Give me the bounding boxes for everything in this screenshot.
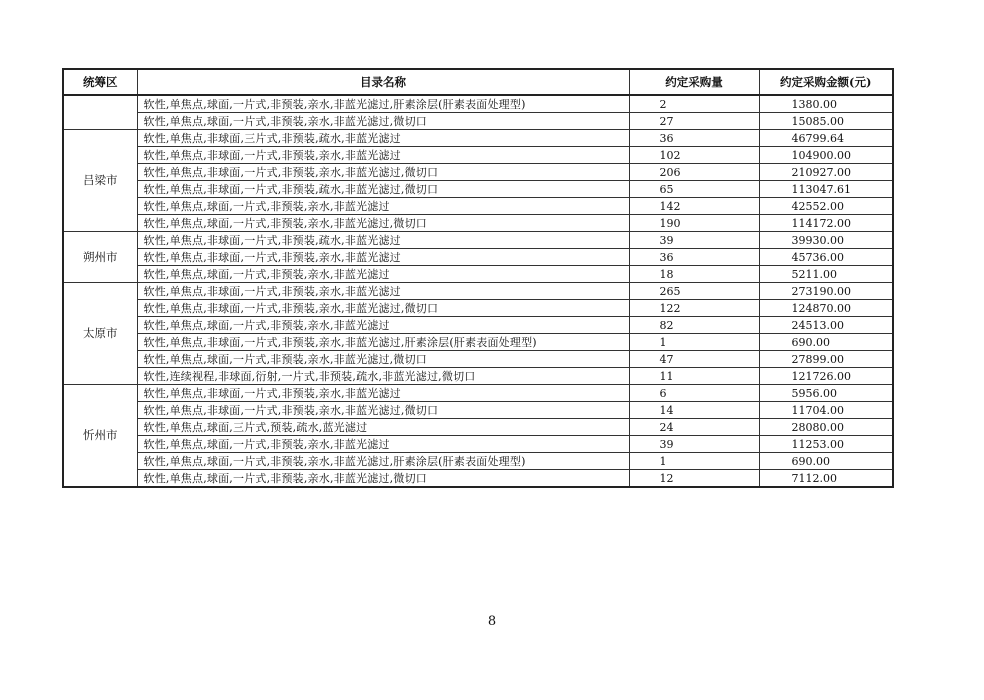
table-row [63, 334, 893, 351]
name-cell: 软性,单焦点,球面,一片式,非预装,亲水,非蓝光滤过,肝素涂层(肝素表面处理型) [137, 95, 629, 113]
name-cell: 软性,单焦点,非球面,一片式,非预装,亲水,非蓝光滤过 [137, 283, 629, 300]
region-cell: 太原市 [63, 283, 137, 385]
qty-cell: 142 [629, 198, 759, 215]
table-row [63, 453, 893, 470]
name-cell: 软性,单焦点,非球面,一片式,非预装,亲水,非蓝光滤过,肝素涂层(肝素表面处理型) [137, 334, 629, 351]
amount-cell: 690.00 [759, 334, 893, 351]
qty-cell: 27 [629, 113, 759, 130]
qty-cell: 6 [629, 385, 759, 402]
table-row [63, 385, 893, 402]
amount-cell: 690.00 [759, 453, 893, 470]
qty-cell: 102 [629, 147, 759, 164]
qty-cell: 2 [629, 95, 759, 113]
amount-cell: 104900.00 [759, 147, 893, 164]
table-row [63, 436, 893, 453]
amount-cell: 7112.00 [759, 470, 893, 488]
qty-cell: 65 [629, 181, 759, 198]
amount-cell: 114172.00 [759, 215, 893, 232]
header-qty: 约定采购量 [629, 69, 759, 95]
name-cell: 软性,单焦点,球面,一片式,非预装,亲水,非蓝光滤过,微切口 [137, 113, 629, 130]
qty-cell: 265 [629, 283, 759, 300]
qty-cell: 206 [629, 164, 759, 181]
name-cell: 软性,单焦点,球面,一片式,非预装,亲水,非蓝光滤过,微切口 [137, 470, 629, 488]
table-row [63, 266, 893, 283]
name-cell: 软性,单焦点,非球面,一片式,非预装,亲水,非蓝光滤过 [137, 249, 629, 266]
amount-cell: 24513.00 [759, 317, 893, 334]
amount-cell: 273190.00 [759, 283, 893, 300]
region-cell [63, 95, 137, 130]
table-row [63, 283, 893, 300]
name-cell: 软性,单焦点,球面,一片式,非预装,亲水,非蓝光滤过,微切口 [137, 351, 629, 368]
page-number: 8 [487, 614, 497, 629]
amount-cell: 27899.00 [759, 351, 893, 368]
amount-cell: 1380.00 [759, 95, 893, 113]
amount-cell: 124870.00 [759, 300, 893, 317]
table-row [63, 181, 893, 198]
name-cell: 软性,单焦点,球面,一片式,非预装,亲水,非蓝光滤过 [137, 436, 629, 453]
name-cell: 软性,单焦点,非球面,一片式,非预装,疏水,非蓝光滤过 [137, 232, 629, 249]
amount-cell: 46799.64 [759, 130, 893, 147]
name-cell: 软性,单焦点,非球面,一片式,非预装,亲水,非蓝光滤过,微切口 [137, 164, 629, 181]
table-row [63, 147, 893, 164]
region-cell: 朔州市 [63, 232, 137, 283]
amount-cell: 113047.61 [759, 181, 893, 198]
amount-cell: 28080.00 [759, 419, 893, 436]
amount-cell: 121726.00 [759, 368, 893, 385]
qty-cell: 1 [629, 334, 759, 351]
qty-cell: 24 [629, 419, 759, 436]
table-row [63, 232, 893, 249]
qty-cell: 36 [629, 130, 759, 147]
table-row [63, 368, 893, 385]
table-row [63, 470, 893, 488]
name-cell: 软性,单焦点,非球面,一片式,非预装,亲水,非蓝光滤过 [137, 147, 629, 164]
amount-cell: 11704.00 [759, 402, 893, 419]
qty-cell: 47 [629, 351, 759, 368]
table-row [63, 351, 893, 368]
qty-cell: 18 [629, 266, 759, 283]
qty-cell: 14 [629, 402, 759, 419]
header-amount: 约定采购金额(元) [759, 69, 893, 95]
region-cell: 吕梁市 [63, 130, 137, 232]
qty-cell: 12 [629, 470, 759, 488]
amount-cell: 5956.00 [759, 385, 893, 402]
qty-cell: 82 [629, 317, 759, 334]
name-cell: 软性,单焦点,非球面,一片式,非预装,疏水,非蓝光滤过,微切口 [137, 181, 629, 198]
qty-cell: 39 [629, 232, 759, 249]
qty-cell: 1 [629, 453, 759, 470]
amount-cell: 210927.00 [759, 164, 893, 181]
name-cell: 软性,单焦点,球面,一片式,非预装,亲水,非蓝光滤过 [137, 266, 629, 283]
name-cell: 软性,单焦点,球面,一片式,非预装,亲水,非蓝光滤过,肝素涂层(肝素表面处理型) [137, 453, 629, 470]
qty-cell: 39 [629, 436, 759, 453]
amount-cell: 15085.00 [759, 113, 893, 130]
amount-cell: 11253.00 [759, 436, 893, 453]
table-body [63, 95, 893, 487]
table-row [63, 113, 893, 130]
name-cell: 软性,单焦点,非球面,一片式,非预装,亲水,非蓝光滤过,微切口 [137, 402, 629, 419]
name-cell: 软性,单焦点,球面,一片式,非预装,亲水,非蓝光滤过 [137, 317, 629, 334]
name-cell: 软性,单焦点,非球面,一片式,非预装,亲水,非蓝光滤过,微切口 [137, 300, 629, 317]
name-cell: 软性,单焦点,球面,一片式,非预装,亲水,非蓝光滤过 [137, 198, 629, 215]
table-row [63, 164, 893, 181]
table-header-row [63, 69, 893, 95]
header-name: 目录名称 [137, 69, 629, 95]
name-cell: 软性,单焦点,球面,一片式,非预装,亲水,非蓝光滤过,微切口 [137, 215, 629, 232]
table-row [63, 317, 893, 334]
table-row [63, 419, 893, 436]
procurement-table [62, 68, 894, 488]
name-cell: 软性,单焦点,非球面,三片式,非预装,疏水,非蓝光滤过 [137, 130, 629, 147]
amount-cell: 42552.00 [759, 198, 893, 215]
qty-cell: 36 [629, 249, 759, 266]
name-cell: 软性,单焦点,球面,三片式,预装,疏水,蓝光滤过 [137, 419, 629, 436]
qty-cell: 11 [629, 368, 759, 385]
table-row [63, 249, 893, 266]
qty-cell: 122 [629, 300, 759, 317]
name-cell: 软性,单焦点,非球面,一片式,非预装,亲水,非蓝光滤过 [137, 385, 629, 402]
table-row [63, 215, 893, 232]
amount-cell: 39930.00 [759, 232, 893, 249]
table-row [63, 198, 893, 215]
table-row [63, 300, 893, 317]
table-row [63, 130, 893, 147]
table-row [63, 402, 893, 419]
table-row [63, 95, 893, 113]
header-region: 统筹区 [63, 69, 137, 95]
name-cell: 软性,连续视程,非球面,衍射,一片式,非预装,疏水,非蓝光滤过,微切口 [137, 368, 629, 385]
amount-cell: 5211.00 [759, 266, 893, 283]
qty-cell: 190 [629, 215, 759, 232]
region-cell: 忻州市 [63, 385, 137, 488]
amount-cell: 45736.00 [759, 249, 893, 266]
